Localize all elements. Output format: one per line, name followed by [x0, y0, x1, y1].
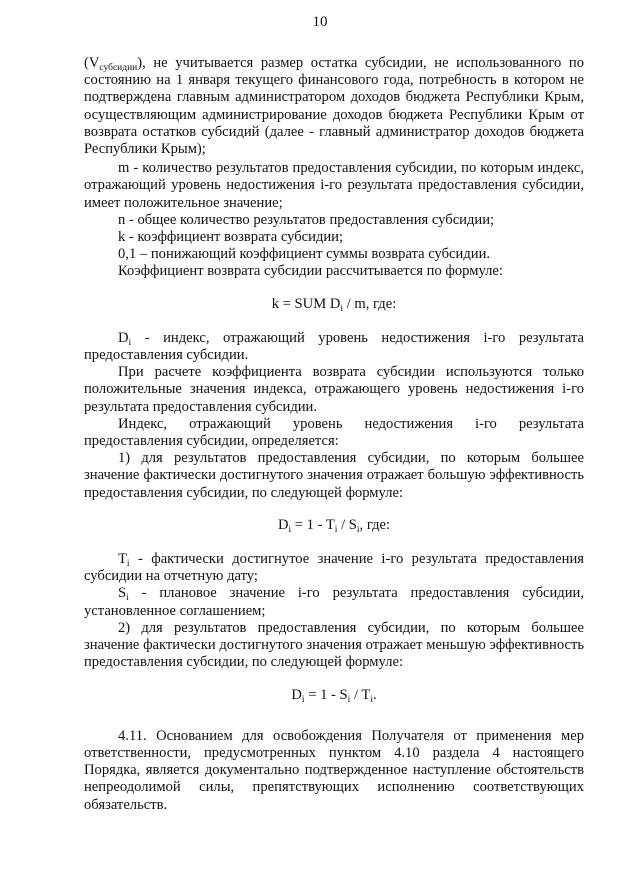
definition-k: k - коэффициент возврата субсидии;	[118, 229, 344, 246]
definition-m: m - количество результатов предоставления субсидии, по которым индекс, отражающий уровень недостижения i-го результата предоставления субсидии, имеет положительное значение;	[84, 160, 584, 211]
formula-di-2: $D_i = 1 - S_i / T_i$.	[291, 686, 377, 705]
definition-si: $S_i$ - плановое значение i-го результата предоставления субсидии, установленное соглашением;	[84, 585, 584, 619]
formula-di-1: $D_i = 1 - T_i / S_i$, где:	[277, 516, 391, 535]
formula-k: k = SUM $D_i$ / m, где:	[271, 295, 397, 314]
paragraph-4-11: 4.11. Основанием для освобождения Получателя от применения мер ответственности, предусмотренных пунктом 4.10 раздела 4 настоящего Порядка, является документально подтвержденное наступление обстоятельств непреодолимой силы, препятствующих исполнению соответствующих обязательств.	[84, 727, 584, 813]
definition-ti: $T_i$ - фактически достигнутое значение i-го результата предоставления субсидии на отчетную дату;	[84, 551, 584, 585]
definition-n: n - общее количество результатов предоставления субсидии;	[118, 211, 495, 228]
document-body	[84, 55, 584, 814]
definition-di: $D_i$ - индекс, отражающий уровень недостижения i-го результата предоставления субсидии.	[84, 329, 584, 364]
formula-intro: Коэффициент возврата субсидии рассчитывается по формуле:	[118, 263, 503, 280]
page-number: 10	[312, 14, 328, 30]
definition-coefficient: 0,1 – понижающий коэффициент суммы возврата субсидии.	[118, 246, 491, 263]
paragraph-case-1: 1) для результатов предоставления субсидии, по которым большее значение фактически достигнутого значения отражает большую эффективность предоставления субсидии, по следующей формуле:	[84, 450, 584, 501]
paragraph-continuation: $(V_{субсидии})$, не учитывается размер остатка субсидии, не использованного по состоянию на 1 января текущего финансового года, потребность в котором не подтверждена главным администратором доходов бюджета Республики Крым, осуществляющим администрирование доходов бюджета Республики Крым от возврата остатков субсидий (далее - главный администратор доходов бюджета Республики Крым);	[84, 55, 584, 158]
paragraph-case-2: 2) для результатов предоставления субсидии, по которым большее значение фактически достигнутого значения отражает меньшую эффективность предоставления субсидии, по следующей формуле:	[84, 619, 584, 671]
paragraph-positive-values: При расчете коэффициента возврата субсидии используются только положительные значения индекса, отражающего уровень недостижения i-го результата предоставления субсидии.	[84, 364, 584, 415]
paragraph-index-defined: Индекс, отражающий уровень недостижения i-го результата предоставления субсидии, определяется:	[84, 415, 584, 450]
